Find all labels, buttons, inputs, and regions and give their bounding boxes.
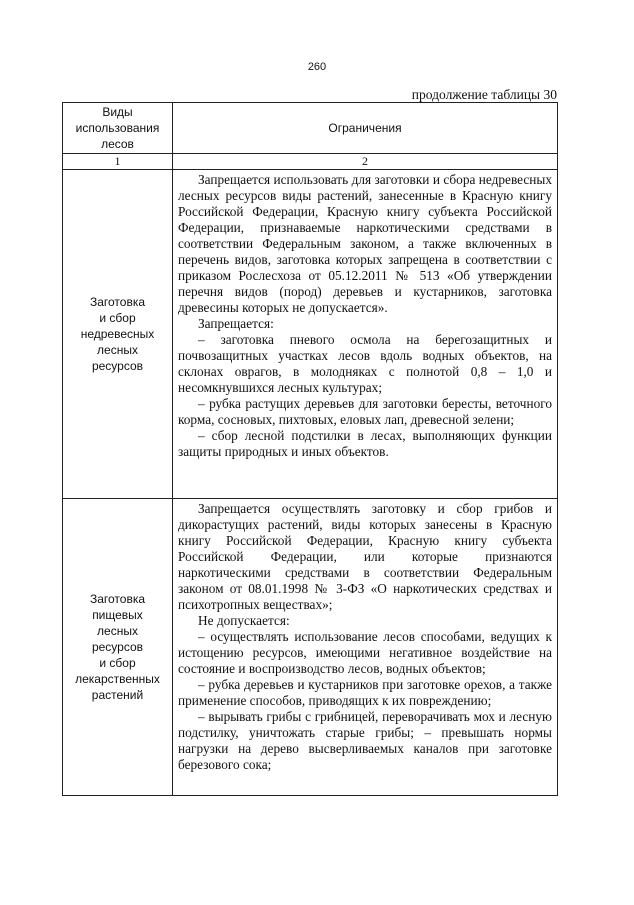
row-label-line: растений	[91, 688, 144, 702]
restriction-paragraph: – вырывать грибы с грибницей, переворачивать мох и лесную подстилку, уничтожать старые грибы; – превышать нормы нагрузки на дерево высверливаемых каналов при заготовке березового сока;	[178, 709, 552, 772]
header-line: Виды	[102, 105, 133, 119]
row-label-line: и сбор	[99, 311, 136, 325]
row-label-line: Заготовка	[89, 592, 146, 606]
column-number-row	[63, 154, 558, 170]
header-forest-use-types	[63, 103, 173, 154]
row-label-non-timber	[63, 170, 173, 499]
row-restrictions-food-medicinal	[173, 499, 558, 796]
restriction-paragraph: Запрещается:	[198, 316, 274, 331]
restriction-paragraph: – рубка деревьев и кустарников при заготовке орехов, а также применение способов, приводящих к их повреждению;	[178, 677, 552, 708]
header-line: использования	[75, 121, 160, 135]
row-label-line: и сбор	[99, 656, 136, 670]
page-number: 260	[307, 61, 327, 73]
row-label-food-medicinal	[63, 499, 173, 796]
row-label-line: лесных	[97, 343, 138, 357]
table-row	[63, 499, 558, 796]
row-label-line: недревесных	[80, 327, 155, 341]
row-label-line: лекарственных	[75, 672, 160, 686]
header-line: лесов	[101, 137, 134, 151]
table-header-row	[63, 103, 558, 154]
row-label-line: пищевых	[92, 608, 143, 622]
column-number: 1	[63, 154, 173, 170]
restriction-paragraph: – сбор лесной подстилки в лесах, выполняющих функции защиты природных и иных объектов.	[178, 428, 552, 459]
restriction-paragraph: – рубка растущих деревьев для заготовки бересты, веточного корма, сосновых, пихтовых, еловых лап, древесной зелени;	[178, 396, 552, 427]
column-number: 2	[173, 154, 558, 170]
row-label-line: ресурсов	[91, 640, 144, 654]
restrictions-table	[62, 102, 558, 796]
restriction-paragraph: Запрещается использовать для заготовки и сбора недревесных лесных ресурсов виды растений, занесенные в Красную книгу Российской Федерации, Красную книгу субъекта Российской Федерации, признаваемые наркотическими средствами в соответствии Федеральным законом, а также включенных в перечень видов, заготовка которых запрещена в соответствии с приказом Рослесхоза от 05.12.2011 № 513 «Об утверждении перечня видов (пород) деревьев и кустарников, заготовка древесины которых не допускается».	[178, 172, 552, 315]
row-restrictions-non-timber	[173, 170, 558, 499]
header-restrictions: Ограничения	[173, 103, 558, 154]
row-label-line: Заготовка	[89, 295, 146, 309]
row-label-line: ресурсов	[91, 359, 144, 373]
restriction-paragraph: Не допускается:	[198, 613, 290, 628]
table-row	[63, 170, 558, 499]
restriction-paragraph: – заготовка пневого осмола на берегозащитных и почвозащитных участках лесов вдоль водных объектов, на склонах оврагов, в молодняках с полнотой 0,8 – 1,0 и несомкнувшихся лесных культурах;	[178, 332, 552, 395]
restriction-paragraph: – осуществлять использование лесов способами, ведущих к истощению ресурсов, имеющими негативное воздействие на состояние и воспроизводство лесов, водных объектов;	[178, 629, 552, 676]
row-label-line: лесных	[97, 624, 138, 638]
table-continuation-label: продолжение таблицы 30	[411, 87, 557, 102]
restriction-paragraph: Запрещается осуществлять заготовку и сбор грибов и дикорастущих растений, виды которых занесены в Красную книгу Российской Федерации, Красную книгу субъекта Российской Федерации, или которые признаются наркотическими средствами в соответствии Федеральным законом от 08.01.1998 № 3-ФЗ «О наркотических средствах и психотропных веществах»;	[178, 501, 552, 612]
